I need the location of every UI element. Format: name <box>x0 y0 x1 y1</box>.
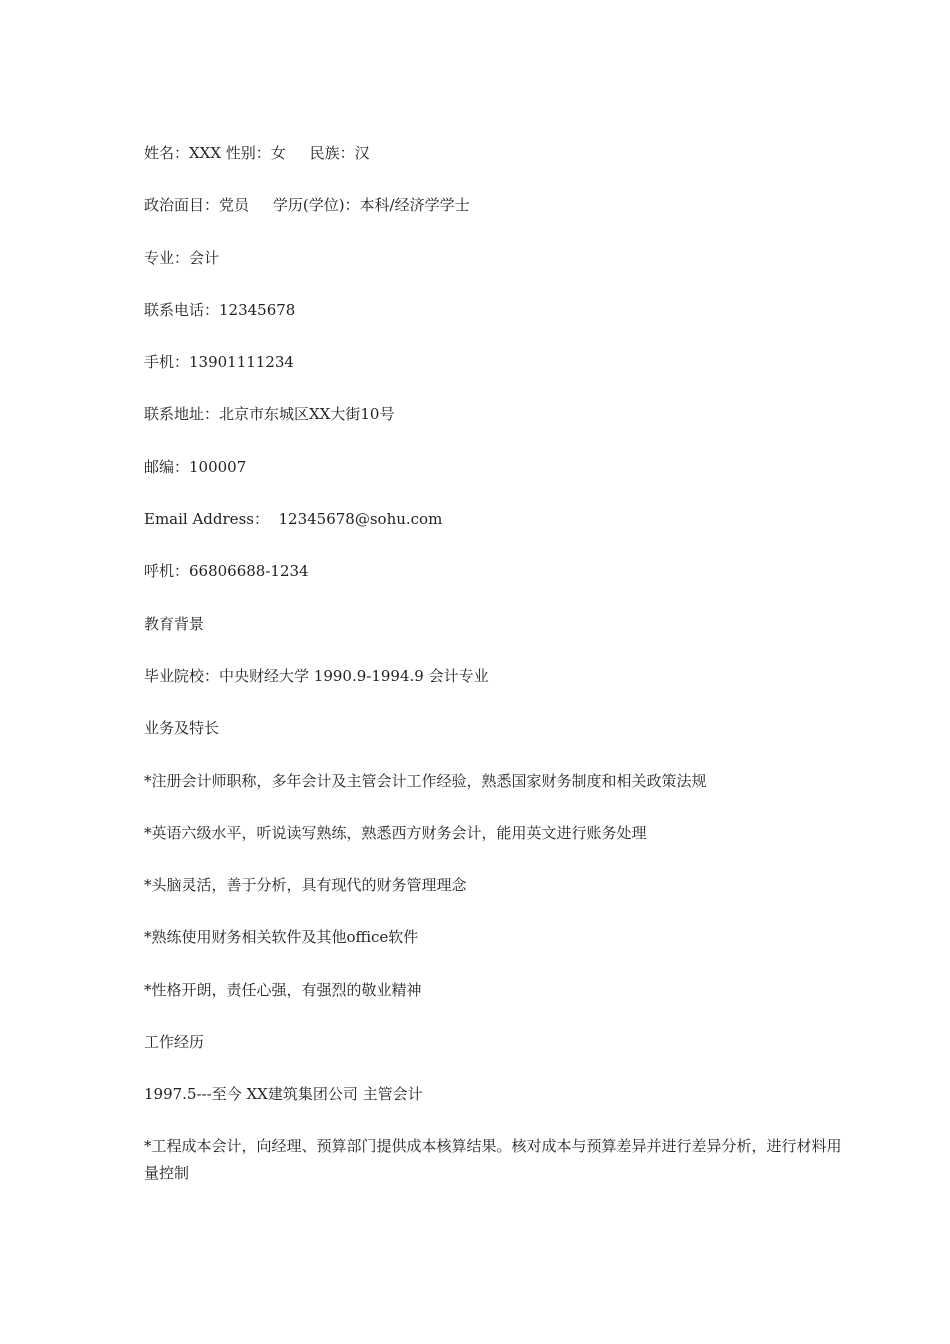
personal-address-line: 联系地址：北京市东城区XX大街10号 <box>144 405 395 424</box>
skills-item: *英语六级水平，听说读写熟练，熟悉西方财务会计，能用英文进行账务处理 <box>144 823 647 842</box>
personal-politics-line: 政治面目：党员 学历(学位)：本科/经济学学士 <box>144 196 470 215</box>
personal-mobile-line: 手机：13901111234 <box>144 353 294 372</box>
skills-item: *注册会计师职称，多年会计及主管会计工作经验，熟悉国家财务制度和相关政策法规 <box>144 771 707 790</box>
skills-item: *性格开朗，责任心强，有强烈的敬业精神 <box>144 980 422 999</box>
education-heading: 教育背景 <box>144 614 205 633</box>
education-school-line: 毕业院校：中央财经大学 1990.9-1994.9 会计专业 <box>144 666 489 685</box>
skills-item: *熟练使用财务相关软件及其他office软件 <box>144 928 419 947</box>
personal-name-line: 姓名：XXX 性别：女 民族：汉 <box>144 144 370 162</box>
personal-postcode-line: 邮编：100007 <box>144 457 247 476</box>
personal-major-line: 专业：会计 <box>144 248 220 267</box>
resume-content <box>144 139 844 1187</box>
personal-pager-line: 呼机：66806688-1234 <box>144 562 309 581</box>
work-duty-paragraph: *工程成本会计，向经理、预算部门提供成本核算结果。核对成本与预算差异并进行差异分析，进行材料用量控制 <box>144 1136 842 1182</box>
skills-heading: 业务及特长 <box>144 719 220 738</box>
work-heading: 工作经历 <box>144 1033 205 1052</box>
skills-item: *头脑灵活，善于分析，具有现代的财务管理理念 <box>144 876 467 895</box>
personal-email-line: Email Address： 12345678@sohu.com <box>144 510 443 529</box>
personal-phone-line: 联系电话：12345678 <box>144 300 296 319</box>
work-job-line: 1997.5---至今 XX建筑集团公司 主管会计 <box>144 1085 423 1104</box>
